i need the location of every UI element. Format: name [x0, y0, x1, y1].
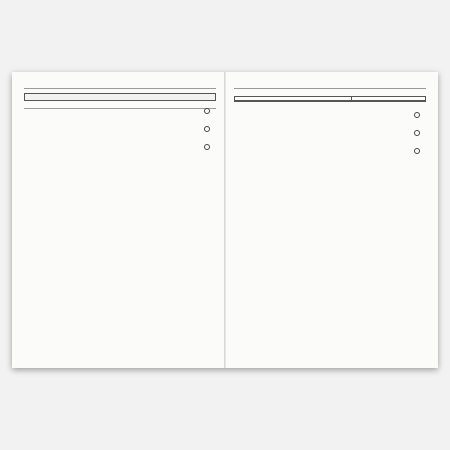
left-page — [12, 72, 225, 368]
answer-circles — [414, 105, 420, 159]
divider — [24, 108, 216, 109]
table-header — [235, 97, 425, 101]
right-page — [225, 72, 438, 368]
hyphenation-rules-table — [234, 96, 426, 102]
answer-circles — [204, 101, 210, 155]
circle-1[interactable] — [414, 112, 420, 118]
circle-2[interactable] — [204, 126, 210, 132]
circle-2[interactable] — [414, 130, 420, 136]
circle-1[interactable] — [204, 108, 210, 114]
circle-3[interactable] — [204, 144, 210, 150]
header-forbidden — [235, 97, 352, 100]
workbook-spread — [12, 72, 438, 368]
header-correct — [352, 97, 425, 100]
divider — [234, 88, 426, 89]
rule-box — [24, 93, 216, 101]
circle-3[interactable] — [414, 148, 420, 154]
divider — [24, 88, 216, 89]
